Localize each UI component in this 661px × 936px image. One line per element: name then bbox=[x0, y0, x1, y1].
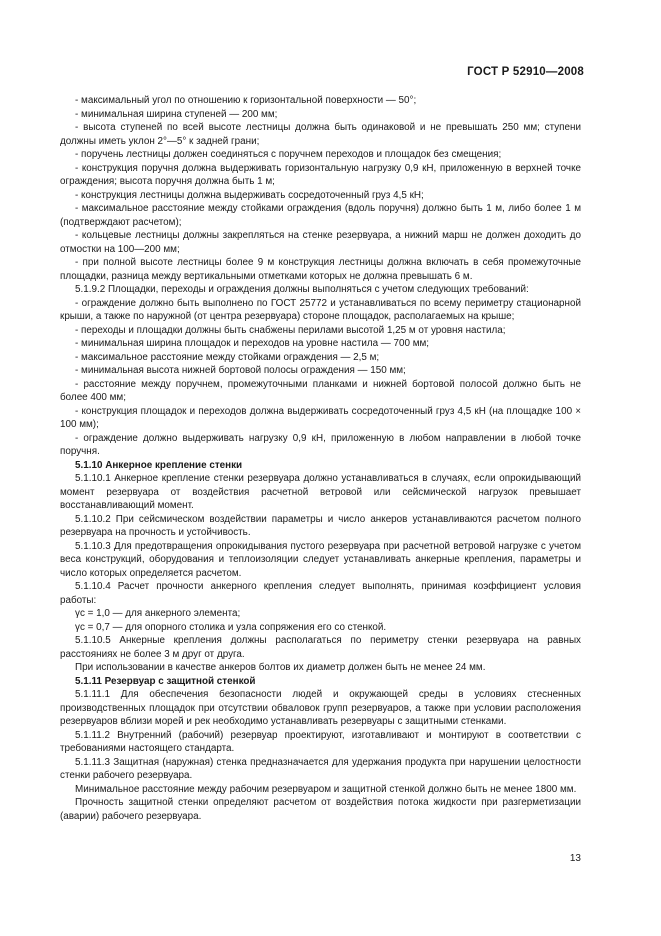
section-heading: 5.1.10 Анкерное крепление стенки bbox=[75, 459, 243, 471]
paragraph: 5.1.11.1 Для обеспечения безопасности людей и окружающей среды в условиях стесненных производственных площадок при отсутствии обваловок групп резервуаров, а также при условии расположения резервуаров вблизи морей и рек необходимо устанавливать резервуары с защитными стенками. bbox=[60, 689, 581, 727]
paragraph: - поручень лестницы должен соединяться с поручнем переходов и площадок без смещения; bbox=[75, 149, 502, 160]
paragraph: - переходы и площадки должны быть снабжены перилами высотой 1,25 м от уровня настила; bbox=[75, 324, 506, 336]
paragraph: - минимальная ширина площадок и переходов на уровне настила — 700 мм; bbox=[75, 338, 430, 349]
paragraph: - кольцевые лестницы должны закрепляться на стенке резервуара, а нижний марш не должен доходить до отмостки на 100—200 мм; bbox=[60, 230, 581, 255]
paragraph: При использовании в качестве анкеров болтов их диаметр должен быть не менее 24 мм. bbox=[75, 662, 486, 673]
section-heading: 5.1.11 Резервуар с защитной стенкой bbox=[75, 675, 256, 687]
paragraph: - при полной высоте лестницы более 9 м конструкция лестницы должна включать в себя промежуточные площадки, разница между вертикальными отметками которых не должна превышать 6 м. bbox=[60, 257, 581, 282]
document-body bbox=[60, 94, 581, 823]
paragraph: - минимальная ширина ступеней — 200 мм; bbox=[75, 108, 278, 120]
paragraph: Минимальное расстояние между рабочим резервуаром и защитной стенкой должно быть не менее 1800 мм. bbox=[75, 783, 577, 795]
formula-line: γc = 0,7 — для опорного столика и узла сопряжения его со стенкой. bbox=[75, 621, 387, 633]
paragraph: - расстояние между поручнем, промежуточными планками и нижней бортовой полосой должно быть не более 400 мм; bbox=[60, 378, 581, 403]
paragraph: 5.1.10.1 Анкерное крепление стенки резервуара должно устанавливаться в случаях, если опрокидывающий момент резервуара от воздействия расчетной ветровой или сейсмической нагрузок превышает восстанавливающий момент. bbox=[60, 473, 581, 511]
paragraph: 5.1.10.2 При сейсмическом воздействии параметры и число анкеров устанавливаются расчетом полного резервуара на прочность и устойчивость. bbox=[60, 513, 581, 538]
paragraph: 5.1.10.3 Для предотвращения опрокидывания пустого резервуара при расчетной ветровой нагрузке с учетом веса конструкций, оборудования и теплоизоляции следует устанавливать анкерные крепления, параметры и число которых определяется расчетом. bbox=[60, 540, 581, 579]
paragraph: - максимальное расстояние между стойками ограждения — 2,5 м; bbox=[75, 351, 380, 363]
paragraph: 5.1.9.2 Площадки, переходы и ограждения должны выполняться с учетом следующих требований: bbox=[75, 284, 529, 295]
paragraph: - максимальный угол по отношению к горизонтальной поверхности — 50°; bbox=[75, 95, 417, 106]
page-number: 13 bbox=[569, 853, 581, 864]
paragraph: - максимальное расстояние между стойками ограждения (вдоль поручня) должно быть 1 м, либо более 1 м (подтверждают расчетом); bbox=[60, 203, 581, 228]
paragraph: - конструкция поручня должна выдерживать горизонтальную нагрузку 0,9 кН, приложенную в верхней точке ограждения; высота поручня должна быть 1 м; bbox=[60, 162, 581, 187]
paragraph: - конструкция площадок и переходов должна выдерживать сосредоточенный груз 4,5 кН (на площадке 100 × 100 мм); bbox=[60, 405, 581, 430]
paragraph: 5.1.11.2 Внутренний (рабочий) резервуар проектируют, изготавливают и монтируют в соответствии с требованиями настоящего стандарта. bbox=[60, 729, 581, 754]
paragraph: 5.1.11.3 Защитная (наружная) стенка предназначается для удержания продукта при нарушении целостности стенки рабочего резервуара. bbox=[60, 756, 581, 781]
paragraph: - ограждение должно выдерживать нагрузку 0,9 кН, приложенную в любом направлении в любой точке поручня. bbox=[60, 432, 581, 457]
paragraph: - ограждение должно быть выполнено по ГОСТ 25772 и устанавливаться по всему периметру стационарной крыши, а также по наружной (от центра резервуара) стороне площадок, располагаемых на крыше; bbox=[60, 297, 581, 322]
formula-line: γc = 1,0 — для анкерного элемента; bbox=[75, 608, 241, 619]
document-header: ГОСТ Р 52910—2008 bbox=[467, 66, 584, 78]
paragraph: - высота ступеней по всей высоте лестницы должна быть одинаковой и не превышать 250 мм; ступени должны иметь уклон 2°—5° к задней грани; bbox=[60, 122, 581, 147]
paragraph: - конструкция лестницы должна выдерживать сосредоточенный груз 4,5 кН; bbox=[75, 189, 424, 201]
paragraph: Прочность защитной стенки определяют расчетом от воздействия потока жидкости при разгерметизации (аварии) рабочего резервуара. bbox=[60, 797, 581, 822]
paragraph: 5.1.10.5 Анкерные крепления должны располагаться по периметру стенки резервуара на равных расстояниях не более 3 м друг от друга. bbox=[60, 635, 581, 660]
paragraph: - минимальная высота нижней бортовой полосы ограждения — 150 мм; bbox=[75, 365, 406, 376]
paragraph: 5.1.10.4 Расчет прочности анкерного крепления следует выполнять, принимая коэффициент условия работы: bbox=[60, 581, 581, 606]
